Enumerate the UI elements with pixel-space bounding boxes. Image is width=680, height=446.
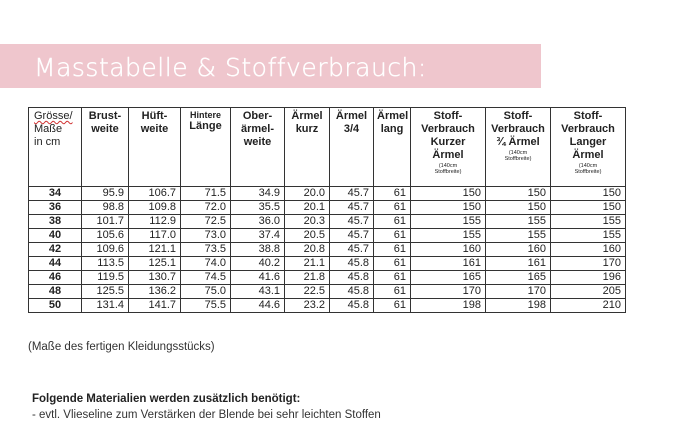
value-cell: 150 xyxy=(486,201,551,215)
page-title: Masstabelle & Stoffverbrauch: xyxy=(34,53,427,82)
value-cell: 136.2 xyxy=(129,285,181,299)
header-aermel-dreiviertel: Ärmel 3/4 xyxy=(330,108,374,187)
value-cell: 161 xyxy=(486,257,551,271)
header-stoffverbrauch-kurz: Stoff- Verbrauch Kurzer Ärmel (140cm Stoffbreite) xyxy=(411,108,486,187)
value-cell: 125.1 xyxy=(129,257,181,271)
materials-heading: Folgende Materialien werden zusätzlich benötigt: xyxy=(32,393,301,405)
value-cell: 43.1 xyxy=(231,285,285,299)
value-cell: 109.8 xyxy=(129,201,181,215)
value-cell: 45.8 xyxy=(330,299,374,313)
value-cell: 130.7 xyxy=(129,271,181,285)
value-cell: 210 xyxy=(551,299,626,313)
header-hueftweite: Hüft- weite xyxy=(129,108,181,187)
header-hintere-laenge: Hintere Länge xyxy=(181,108,231,187)
value-cell: 45.7 xyxy=(330,187,374,201)
size-cell: 38 xyxy=(29,215,82,229)
value-cell: 160 xyxy=(486,243,551,257)
value-cell: 45.7 xyxy=(330,229,374,243)
value-cell: 165 xyxy=(486,271,551,285)
header-size: Grösse/ Maße in cm xyxy=(29,108,82,187)
value-cell: 106.7 xyxy=(129,187,181,201)
value-cell: 109.6 xyxy=(82,243,129,257)
value-cell: 21.1 xyxy=(285,257,330,271)
value-cell: 20.8 xyxy=(285,243,330,257)
value-cell: 101.7 xyxy=(82,215,129,229)
value-cell: 20.5 xyxy=(285,229,330,243)
value-cell: 155 xyxy=(486,215,551,229)
fabric-width-note: (140cm Stoffbreite) xyxy=(574,163,602,175)
value-cell: 36.0 xyxy=(231,215,285,229)
size-cell: 36 xyxy=(29,201,82,215)
table-row xyxy=(29,243,626,257)
size-cell: 34 xyxy=(29,187,82,201)
size-cell: 42 xyxy=(29,243,82,257)
size-cell: 40 xyxy=(29,229,82,243)
value-cell: 45.8 xyxy=(330,285,374,299)
table-header-row xyxy=(29,108,626,187)
value-cell: 205 xyxy=(551,285,626,299)
value-cell: 72.5 xyxy=(181,215,231,229)
value-cell: 74.0 xyxy=(181,257,231,271)
materials-item: - evtl. Vlieseline zum Verstärken der Blende bei sehr leichten Stoffen xyxy=(32,409,381,421)
table-row xyxy=(29,257,626,271)
value-cell: 170 xyxy=(551,257,626,271)
value-cell: 61 xyxy=(374,257,411,271)
value-cell: 74.5 xyxy=(181,271,231,285)
header-stoffverbrauch-lang: Stoff- Verbrauch Langer Ärmel (140cm Stoffbreite) xyxy=(551,108,626,187)
value-cell: 131.4 xyxy=(82,299,129,313)
value-cell: 160 xyxy=(411,243,486,257)
value-cell: 150 xyxy=(551,201,626,215)
value-cell: 160 xyxy=(551,243,626,257)
value-cell: 196 xyxy=(551,271,626,285)
table-caption: (Maße des fertigen Kleidungsstücks) xyxy=(28,341,215,353)
table-row xyxy=(29,299,626,313)
value-cell: 41.6 xyxy=(231,271,285,285)
value-cell: 75.0 xyxy=(181,285,231,299)
value-cell: 37.4 xyxy=(231,229,285,243)
value-cell: 141.7 xyxy=(129,299,181,313)
value-cell: 150 xyxy=(411,201,486,215)
value-cell: 45.7 xyxy=(330,243,374,257)
value-cell: 198 xyxy=(411,299,486,313)
value-cell: 170 xyxy=(486,285,551,299)
value-cell: 73.5 xyxy=(181,243,231,257)
header-aermel-kurz: Ärmel kurz xyxy=(285,108,330,187)
value-cell: 119.5 xyxy=(82,271,129,285)
table-row xyxy=(29,285,626,299)
table-row xyxy=(29,187,626,201)
value-cell: 161 xyxy=(411,257,486,271)
value-cell: 125.5 xyxy=(82,285,129,299)
value-cell: 113.5 xyxy=(82,257,129,271)
size-cell: 50 xyxy=(29,299,82,313)
value-cell: 155 xyxy=(411,215,486,229)
value-cell: 150 xyxy=(486,187,551,201)
value-cell: 117.0 xyxy=(129,229,181,243)
value-cell: 75.5 xyxy=(181,299,231,313)
value-cell: 45.7 xyxy=(330,201,374,215)
header-aermel-lang: Ärmel lang xyxy=(374,108,411,187)
value-cell: 61 xyxy=(374,285,411,299)
value-cell: 198 xyxy=(486,299,551,313)
value-cell: 61 xyxy=(374,299,411,313)
value-cell: 61 xyxy=(374,271,411,285)
value-cell: 165 xyxy=(411,271,486,285)
value-cell: 95.9 xyxy=(82,187,129,201)
value-cell: 150 xyxy=(411,187,486,201)
value-cell: 34.9 xyxy=(231,187,285,201)
fabric-width-note: (140cm Stoffbreite) xyxy=(504,150,532,162)
value-cell: 105.6 xyxy=(82,229,129,243)
value-cell: 45.7 xyxy=(330,215,374,229)
value-cell: 38.8 xyxy=(231,243,285,257)
header-oberaermelweite: Ober- ärmel- weite xyxy=(231,108,285,187)
size-cell: 46 xyxy=(29,271,82,285)
value-cell: 45.8 xyxy=(330,257,374,271)
value-cell: 21.8 xyxy=(285,271,330,285)
value-cell: 150 xyxy=(551,187,626,201)
table-row xyxy=(29,215,626,229)
table-row xyxy=(29,229,626,243)
value-cell: 73.0 xyxy=(181,229,231,243)
value-cell: 20.0 xyxy=(285,187,330,201)
value-cell: 98.8 xyxy=(82,201,129,215)
value-cell: 121.1 xyxy=(129,243,181,257)
value-cell: 155 xyxy=(551,215,626,229)
value-cell: 155 xyxy=(551,229,626,243)
value-cell: 61 xyxy=(374,201,411,215)
value-cell: 40.2 xyxy=(231,257,285,271)
header-brustweite: Brust- weite xyxy=(82,108,129,187)
value-cell: 71.5 xyxy=(181,187,231,201)
value-cell: 155 xyxy=(411,229,486,243)
value-cell: 20.3 xyxy=(285,215,330,229)
value-cell: 35.5 xyxy=(231,201,285,215)
value-cell: 23.2 xyxy=(285,299,330,313)
value-cell: 44.6 xyxy=(231,299,285,313)
size-cell: 48 xyxy=(29,285,82,299)
value-cell: 45.8 xyxy=(330,271,374,285)
table-row xyxy=(29,201,626,215)
value-cell: 170 xyxy=(411,285,486,299)
value-cell: 61 xyxy=(374,215,411,229)
value-cell: 22.5 xyxy=(285,285,330,299)
value-cell: 112.9 xyxy=(129,215,181,229)
value-cell: 61 xyxy=(374,229,411,243)
value-cell: 61 xyxy=(374,187,411,201)
value-cell: 61 xyxy=(374,243,411,257)
fabric-width-note: (140cm Stoffbreite) xyxy=(434,163,462,175)
value-cell: 72.0 xyxy=(181,201,231,215)
header-stoffverbrauch-dreiviertel: Stoff- Verbrauch ¾ Ärmel (140cm Stoffbreite) xyxy=(486,108,551,187)
size-table xyxy=(28,107,626,313)
table-row xyxy=(29,271,626,285)
value-cell: 20.1 xyxy=(285,201,330,215)
size-cell: 44 xyxy=(29,257,82,271)
value-cell: 155 xyxy=(486,229,551,243)
